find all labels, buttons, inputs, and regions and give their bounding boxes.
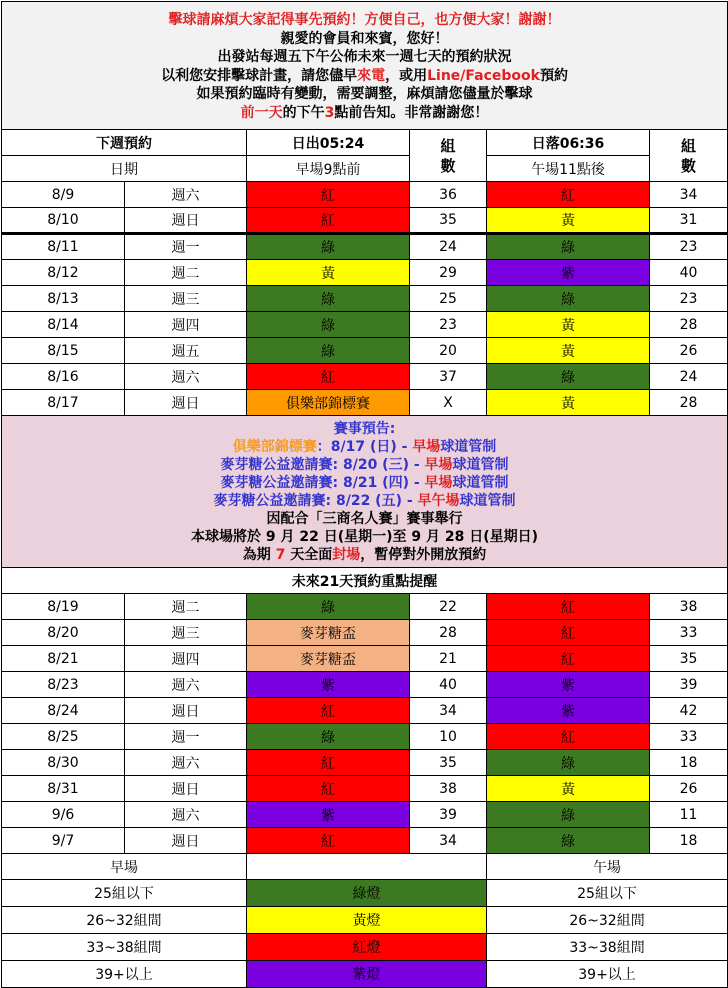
weekday-cell: 週六	[125, 750, 247, 776]
table-row	[2, 260, 728, 286]
three-oclock-text: 3	[324, 104, 335, 121]
am-count-cell: 22	[410, 594, 487, 620]
am-count-cell: 37	[410, 364, 487, 390]
table-row	[2, 208, 728, 234]
table-row	[2, 620, 728, 646]
pm-status-cell: 綠	[487, 286, 650, 312]
am-count-cell: 35	[410, 208, 487, 234]
am-status-cell: 紅	[247, 750, 410, 776]
am-count-cell: 29	[410, 260, 487, 286]
notice-header	[2, 2, 728, 130]
am-count-cell: 25	[410, 286, 487, 312]
pm-status-cell: 綠	[487, 750, 650, 776]
event-2-slot: 早場	[424, 456, 453, 473]
notice-line-5: 因配合「三商名人賽」賽事舉行	[266, 510, 463, 527]
pm-count-cell: 39	[650, 672, 728, 698]
weekday-cell: 週六	[125, 182, 247, 208]
pm-count-cell: 33	[650, 620, 728, 646]
reservation-sheet	[1, 1, 727, 988]
am-status-cell: 綠	[247, 234, 410, 260]
pm-count-cell: 40	[650, 260, 728, 286]
event-3-name: 麥芽糖公益邀請賽: 8/21 (四) -	[220, 474, 425, 491]
future-title: 未來21天預約重點提醒	[2, 568, 728, 594]
table-row	[2, 776, 728, 802]
weekday-cell: 週三	[125, 286, 247, 312]
header-line-4-e: 預約	[539, 67, 568, 84]
pm-status-cell: 綠	[487, 364, 650, 390]
pm-status-cell: 紅	[487, 620, 650, 646]
pm-count-cell: 42	[650, 698, 728, 724]
header-line-4	[2, 67, 727, 86]
am-count-cell: 28	[410, 620, 487, 646]
header-line-2: 親愛的會員和來賓，您好！	[280, 30, 449, 47]
am-status-cell: 俱樂部錦標賽	[247, 390, 410, 416]
pm-status-cell: 紅	[487, 724, 650, 750]
am-status-cell: 紅	[247, 828, 410, 854]
am-status-cell: 綠	[247, 594, 410, 620]
pm-status-cell: 黃	[487, 312, 650, 338]
table-row	[2, 802, 728, 828]
legend-blank	[247, 854, 487, 880]
date-cell: 8/24	[2, 698, 125, 724]
am-status-cell: 黃	[247, 260, 410, 286]
sunset-heading: 日落06:36	[487, 130, 650, 156]
am-count-cell: 24	[410, 234, 487, 260]
legend-row	[2, 907, 728, 934]
pm-count-cell: 31	[650, 208, 728, 234]
pm-count-cell: 34	[650, 182, 728, 208]
am-count-cell: 23	[410, 312, 487, 338]
event-notice	[2, 416, 728, 568]
pm-count-cell: 26	[650, 338, 728, 364]
header-line-1: 擊球請麻煩大家記得事先預約！方便自己，也方便大家！謝謝！	[168, 12, 561, 28]
am-count-cell: 36	[410, 182, 487, 208]
table-row	[2, 390, 728, 416]
notice-line-6: 本球場將於 9 月 22 日(星期一)至 9 月 28 日(星期日)	[191, 528, 539, 545]
date-cell: 8/17	[2, 390, 125, 416]
event-1-name: 俱樂部錦標賽	[232, 438, 317, 455]
legend-pm-range: 25組以下	[487, 880, 728, 907]
afternoon-heading: 午場11點後	[487, 156, 650, 182]
reservation-table	[1, 1, 728, 988]
weekday-cell: 週日	[125, 390, 247, 416]
date-cell: 8/25	[2, 724, 125, 750]
am-status-cell: 綠	[247, 338, 410, 364]
event-2-name: 麥芽糖公益邀請賽: 8/20 (三) -	[220, 456, 425, 473]
pm-count-cell: 18	[650, 828, 728, 854]
am-count-cell: 34	[410, 828, 487, 854]
notice-title: 賽事預告:	[333, 420, 396, 437]
legend-light: 綠燈	[247, 880, 487, 907]
legend-pm-heading: 午場	[487, 854, 728, 880]
table-row	[2, 594, 728, 620]
notice-line-7-c: 天全面	[285, 546, 333, 563]
legend-pm-range: 39+以上	[487, 961, 728, 988]
header-line-5: 如果預約臨時有變動，需要調整，麻煩請您儘量於擊球	[196, 86, 533, 102]
header-line-4-a: 以利您安排擊球計畫，請您儘早	[161, 67, 358, 84]
header-line-6	[2, 104, 727, 123]
am-status-cell: 紅	[247, 208, 410, 234]
am-groups-label: 組數	[440, 136, 456, 175]
closure-text: 封場	[332, 546, 361, 563]
date-cell: 9/6	[2, 802, 125, 828]
am-count-cell: 40	[410, 672, 487, 698]
table-row	[2, 286, 728, 312]
pm-count-cell: 18	[650, 750, 728, 776]
date-cell: 9/7	[2, 828, 125, 854]
am-status-cell: 紅	[247, 776, 410, 802]
am-status-cell: 綠	[247, 286, 410, 312]
legend-pm-range: 26~32組間	[487, 907, 728, 934]
pm-status-cell: 黃	[487, 776, 650, 802]
pm-status-cell: 綠	[487, 802, 650, 828]
pm-count-cell: 23	[650, 234, 728, 260]
am-status-cell: 紅	[247, 364, 410, 390]
event-1-date: ：8/17 (日) -	[316, 438, 413, 455]
am-status-cell: 紫	[247, 672, 410, 698]
header-line-6-d: 點前告知。非常謝謝您！	[334, 104, 489, 121]
sunrise-heading: 日出05:24	[247, 130, 410, 156]
weekday-cell: 週二	[125, 260, 247, 286]
header-line-4-c: ，或用	[385, 67, 428, 84]
date-cell: 8/11	[2, 234, 125, 260]
am-count-cell: 35	[410, 750, 487, 776]
event-1-rest: 球道管制	[440, 438, 497, 455]
pm-count-cell: 24	[650, 364, 728, 390]
event-4-rest: 球道管制	[459, 492, 516, 509]
next-week-heading: 下週預約	[2, 130, 247, 156]
pm-groups-label: 組數	[681, 136, 697, 175]
legend-am-range: 26~32組間	[2, 907, 247, 934]
date-cell: 8/20	[2, 620, 125, 646]
table-row	[2, 364, 728, 390]
event-4-name: 麥芽糖公益邀請賽: 8/22 (五) -	[213, 492, 418, 509]
legend-am-range: 33~38組間	[2, 934, 247, 961]
date-cell: 8/16	[2, 364, 125, 390]
pm-count-cell: 26	[650, 776, 728, 802]
weekday-cell: 週日	[125, 776, 247, 802]
am-status-cell: 紫	[247, 802, 410, 828]
event-4-slot: 早午場	[417, 492, 460, 509]
pm-groups-heading	[650, 130, 728, 182]
pm-count-cell: 23	[650, 286, 728, 312]
pm-status-cell: 紅	[487, 646, 650, 672]
event-3-rest: 球道管制	[452, 474, 509, 491]
am-count-cell: 21	[410, 646, 487, 672]
event-2-rest: 球道管制	[452, 456, 509, 473]
am-status-cell: 綠	[247, 724, 410, 750]
date-cell: 8/19	[2, 594, 125, 620]
weekday-cell: 週二	[125, 594, 247, 620]
table-row	[2, 828, 728, 854]
pm-status-cell: 紫	[487, 260, 650, 286]
notice-line-7	[2, 546, 727, 564]
am-status-cell: 紅	[247, 698, 410, 724]
table-row	[2, 750, 728, 776]
event-3-slot: 早場	[424, 474, 453, 491]
legend-am-range: 25組以下	[2, 880, 247, 907]
pm-count-cell: 28	[650, 312, 728, 338]
pm-count-cell: 33	[650, 724, 728, 750]
weekday-cell: 週六	[125, 364, 247, 390]
legend-light: 紅燈	[247, 934, 487, 961]
notice-event-1	[2, 438, 727, 456]
am-count-cell: 10	[410, 724, 487, 750]
date-cell: 8/10	[2, 208, 125, 234]
notice-event-4	[2, 492, 727, 510]
pm-status-cell: 黃	[487, 208, 650, 234]
notice-event-2	[2, 456, 727, 474]
morning-heading: 早場9點前	[247, 156, 410, 182]
date-cell: 8/15	[2, 338, 125, 364]
pm-status-cell: 綠	[487, 234, 650, 260]
am-count-cell: 20	[410, 338, 487, 364]
pm-count-cell: 35	[650, 646, 728, 672]
pm-status-cell: 黃	[487, 338, 650, 364]
legend-row	[2, 934, 728, 961]
am-status-cell: 綠	[247, 312, 410, 338]
table-row	[2, 338, 728, 364]
legend-row	[2, 961, 728, 988]
date-cell: 8/14	[2, 312, 125, 338]
table-row	[2, 182, 728, 208]
legend-am-heading: 早場	[2, 854, 247, 880]
am-count-cell: 39	[410, 802, 487, 828]
table-row	[2, 672, 728, 698]
pm-status-cell: 紅	[487, 594, 650, 620]
table-row	[2, 724, 728, 750]
legend-light: 黃燈	[247, 907, 487, 934]
weekday-cell: 週五	[125, 338, 247, 364]
notice-line-7-e: ，暫停對外開放預約	[360, 546, 487, 563]
am-groups-heading	[410, 130, 487, 182]
table-row	[2, 312, 728, 338]
date-cell: 8/23	[2, 672, 125, 698]
date-cell: 8/9	[2, 182, 125, 208]
date-cell: 8/21	[2, 646, 125, 672]
notice-line-7-a: 為期	[242, 546, 276, 563]
closure-days: 7	[275, 546, 286, 563]
date-cell: 8/30	[2, 750, 125, 776]
weekday-cell: 週六	[125, 802, 247, 828]
legend-row	[2, 880, 728, 907]
pm-status-cell: 黃	[487, 390, 650, 416]
table-row	[2, 646, 728, 672]
weekday-cell: 週一	[125, 724, 247, 750]
pm-status-cell: 紅	[487, 182, 650, 208]
date-heading: 日期	[2, 156, 247, 182]
date-cell: 8/13	[2, 286, 125, 312]
date-cell: 8/31	[2, 776, 125, 802]
pm-status-cell: 紫	[487, 672, 650, 698]
weekday-cell: 週四	[125, 646, 247, 672]
weekday-cell: 週一	[125, 234, 247, 260]
am-count-cell: 34	[410, 698, 487, 724]
header-line-6-b: 的下午	[282, 104, 325, 121]
event-1-slot: 早場	[412, 438, 441, 455]
pm-count-cell: 11	[650, 802, 728, 828]
pm-count-cell: 38	[650, 594, 728, 620]
weekday-cell: 週日	[125, 698, 247, 724]
day-before-text: 前一天	[240, 104, 283, 121]
legend-light: 紫燈	[247, 961, 487, 988]
line-facebook-text: Line/Facebook	[427, 67, 540, 84]
weekday-cell: 週四	[125, 312, 247, 338]
weekday-cell: 週日	[125, 828, 247, 854]
am-status-cell: 麥芽糖盃	[247, 646, 410, 672]
weekday-cell: 週三	[125, 620, 247, 646]
legend-pm-range: 33~38組間	[487, 934, 728, 961]
am-status-cell: 麥芽糖盃	[247, 620, 410, 646]
call-text: 來電	[357, 67, 386, 84]
notice-event-3	[2, 474, 727, 492]
pm-status-cell: 紫	[487, 698, 650, 724]
table-row	[2, 698, 728, 724]
table-row	[2, 234, 728, 260]
weekday-cell: 週六	[125, 672, 247, 698]
pm-status-cell: 綠	[487, 828, 650, 854]
legend-am-range: 39+以上	[2, 961, 247, 988]
am-count-cell: 38	[410, 776, 487, 802]
header-line-3: 出發站每週五下午公佈未來一週七天的預約狀況	[217, 49, 512, 65]
am-status-cell: 紅	[247, 182, 410, 208]
date-cell: 8/12	[2, 260, 125, 286]
am-count-cell: X	[410, 390, 487, 416]
pm-count-cell: 28	[650, 390, 728, 416]
weekday-cell: 週日	[125, 208, 247, 234]
